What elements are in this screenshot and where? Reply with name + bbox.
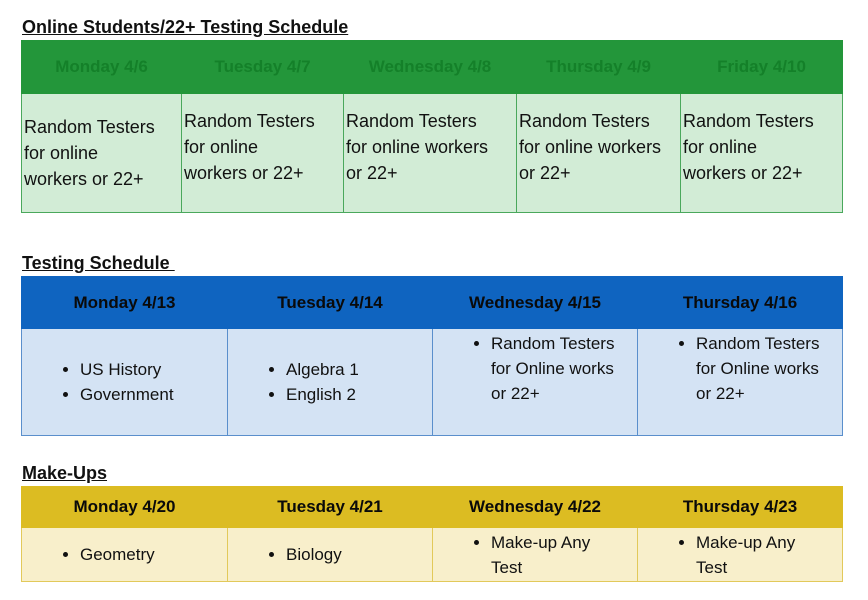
table-cell — [22, 528, 228, 582]
table-cell — [517, 94, 681, 213]
table-row — [22, 94, 843, 213]
bullet-list — [228, 357, 432, 407]
header-cell: Monday 4/20 — [22, 487, 228, 528]
list-item: • Geometry — [80, 542, 227, 567]
list-item: • Random Testers for Online works or 22+ — [491, 331, 633, 406]
cell-line: Random Testers — [346, 111, 477, 131]
list-item: • Algebra 1 — [286, 357, 432, 382]
table-cell — [638, 528, 843, 582]
cell-line: workers or 22+ — [184, 163, 304, 183]
cell-line: Random Testers — [184, 111, 315, 131]
table-cell — [681, 94, 843, 213]
table-cell — [22, 94, 182, 213]
list-item: • Make-up Any Test — [696, 530, 812, 580]
bullet-list — [433, 528, 637, 580]
cell-line: for online — [683, 137, 758, 157]
header-cell: Monday 4/13 — [22, 277, 228, 329]
header-cell: Tuesday 4/14 — [228, 277, 433, 329]
header-cell: Wednesday 4/8 — [344, 41, 517, 94]
list-item: • Make-up Any Test — [491, 530, 607, 580]
cell-line: or 22+ — [346, 163, 398, 183]
cell-line: Random Testers — [24, 117, 155, 137]
section-title-testing-schedule: Testing Schedule — [22, 253, 175, 273]
header-cell: Friday 4/10 — [681, 41, 843, 94]
cell-line: for online — [184, 137, 259, 157]
bullet-list — [433, 329, 637, 406]
header-cell: Tuesday 4/21 — [228, 487, 433, 528]
cell-line: or 22+ — [519, 163, 571, 183]
list-item: • English 2 — [286, 382, 432, 407]
list-item: • Government — [80, 382, 227, 407]
cell-line: for online workers — [346, 137, 489, 157]
header-cell: Tuesday 4/7 — [182, 41, 344, 94]
header-cell: Thursday 4/9 — [517, 41, 681, 94]
table-header-row — [22, 487, 843, 528]
list-item: • Biology — [286, 542, 432, 567]
make-ups-table — [21, 486, 843, 582]
table-cell — [22, 329, 228, 436]
online-students-schedule-table — [21, 40, 843, 213]
table-cell — [638, 329, 843, 436]
table-cell — [228, 329, 433, 436]
bullet-list — [638, 528, 842, 580]
header-cell: Monday 4/6 — [22, 41, 182, 94]
header-cell: Thursday 4/23 — [638, 487, 843, 528]
table-header-row — [22, 41, 843, 94]
cell-line: for online — [24, 143, 99, 163]
list-item: • US History — [80, 357, 227, 382]
bullet-list — [22, 542, 227, 567]
table-cell — [344, 94, 517, 213]
header-cell: Wednesday 4/15 — [433, 277, 638, 329]
header-cell: Wednesday 4/22 — [433, 487, 638, 528]
cell-line: workers or 22+ — [24, 169, 144, 189]
bullet-list — [638, 329, 842, 406]
table-cell — [433, 528, 638, 582]
table-cell — [182, 94, 344, 213]
section-title-online-students: Online Students/22+ Testing Schedule — [22, 17, 349, 37]
table-cell — [433, 329, 638, 436]
cell-line: Random Testers — [519, 111, 650, 131]
table-row — [22, 528, 843, 582]
table-row — [22, 329, 843, 436]
testing-schedule-table — [21, 276, 843, 436]
cell-line: workers or 22+ — [683, 163, 803, 183]
bullet-list — [22, 357, 227, 407]
section-title-make-ups: Make-Ups — [22, 463, 108, 483]
table-cell — [228, 528, 433, 582]
cell-line: Random Testers — [683, 111, 814, 131]
list-item: • Random Testers for Online works or 22+ — [696, 331, 838, 406]
bullet-list — [228, 542, 432, 567]
table-header-row — [22, 277, 843, 329]
header-cell: Thursday 4/16 — [638, 277, 843, 329]
cell-line: for online workers — [519, 137, 662, 157]
